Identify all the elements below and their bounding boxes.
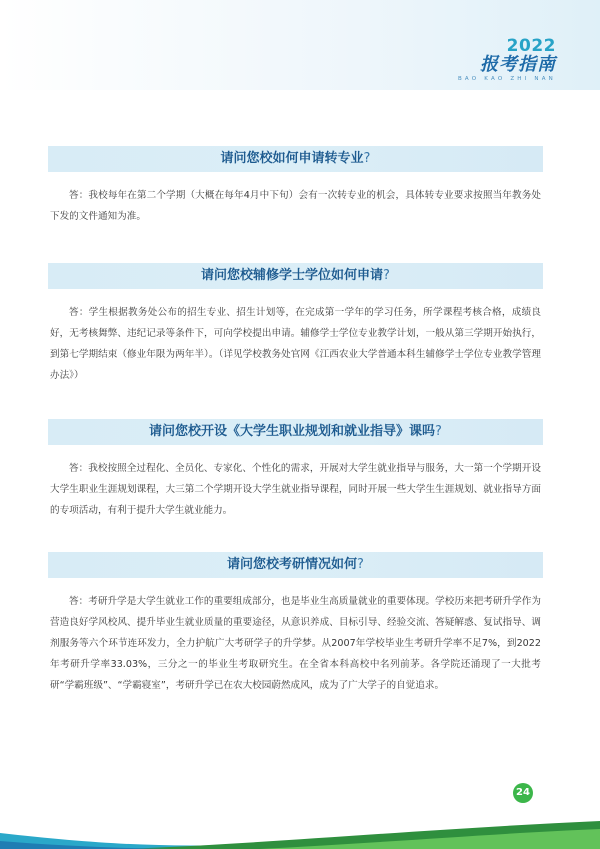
faq-heading [48,419,543,445]
faq-postgraduate [48,552,543,696]
brand-year: 2022 [506,36,556,56]
faq-heading-text: 请问您校考研情况如何 [227,557,358,572]
faq-heading [48,552,543,578]
faq-transfer-major [48,146,543,227]
faq-answer: 答：考研升学是大学生就业工作的重要组成部分，也是毕业生高质量就业的重要体现。学校历来把考研升学作为营造良好学风校风、提升毕业生就业质量的重要途径，从意识养成、目标引导、经验交流、答疑解惑、复试指导、调剂服务等六个环节连环发力，全力护航广大考研学子的升学梦。从2007年学校毕业生考研升学率不足7%，到2022年考研升学率33.03%，三分之一的毕业生考取研究生。在全省本科高校中名列前茅。各学院还涌现了一大批考研“学霸班级”、“学霸寝室”，考研升学已在农大校园蔚然成风，成为了广大学子的自觉追求。 [50,596,541,691]
faq-heading-text: 请问您校辅修学士学位如何申请 [201,268,384,283]
faq-minor-degree [48,263,543,386]
faq-answer: 答：学生根据教务处公布的招生专业、招生计划等，在完成第一学年的学习任务，所学课程考核合格，成绩良好，无考核舞弊、违纪记录等条件下，可向学校提出申请。辅修学士学位专业教学计划，一般从第三学期开始执行，到第七学期结束（修业年限为两年半）。（详见学校教务处官网《江西农业大学普通本科生辅修学士学位专业教学管理办法》） [50,307,541,381]
question-mark: ? [435,424,442,439]
faq-heading-text: 请问您校开设《大学生职业规划和就业指导》课吗 [149,424,436,439]
page-number: 24 [513,783,533,803]
brand-title: 报考指南 [480,54,556,75]
faq-heading [48,263,543,289]
bottom-wave-decoration [0,799,600,849]
brand-subtitle: BAO KAO ZHI NAN [457,76,556,82]
question-mark: ? [363,151,371,166]
question-mark: ? [357,557,364,572]
faq-answer: 答：我校按照全过程化、全员化、专家化、个性化的需求，开展对大学生就业指导与服务，大一第一个学期开设大学生职业生涯规划课程，大三第二个学期开设大学生就业指导课程，同时开展一些大学生生涯规划、就业指导方面的专项活动，有利于提升大学生就业能力。 [50,463,541,516]
faq-heading [48,146,543,172]
faq-heading-text: 请问您校如何申请转专业 [220,151,364,166]
faq-answer: 答：我校每年在第二个学期（大概在每年4月中下旬）会有一次转专业的机会，具体转专业要求按照当年教务处下发的文件通知为准。 [50,190,541,222]
brand-logo [458,38,556,83]
faq-career-course [48,419,543,521]
question-mark: ? [383,268,390,283]
